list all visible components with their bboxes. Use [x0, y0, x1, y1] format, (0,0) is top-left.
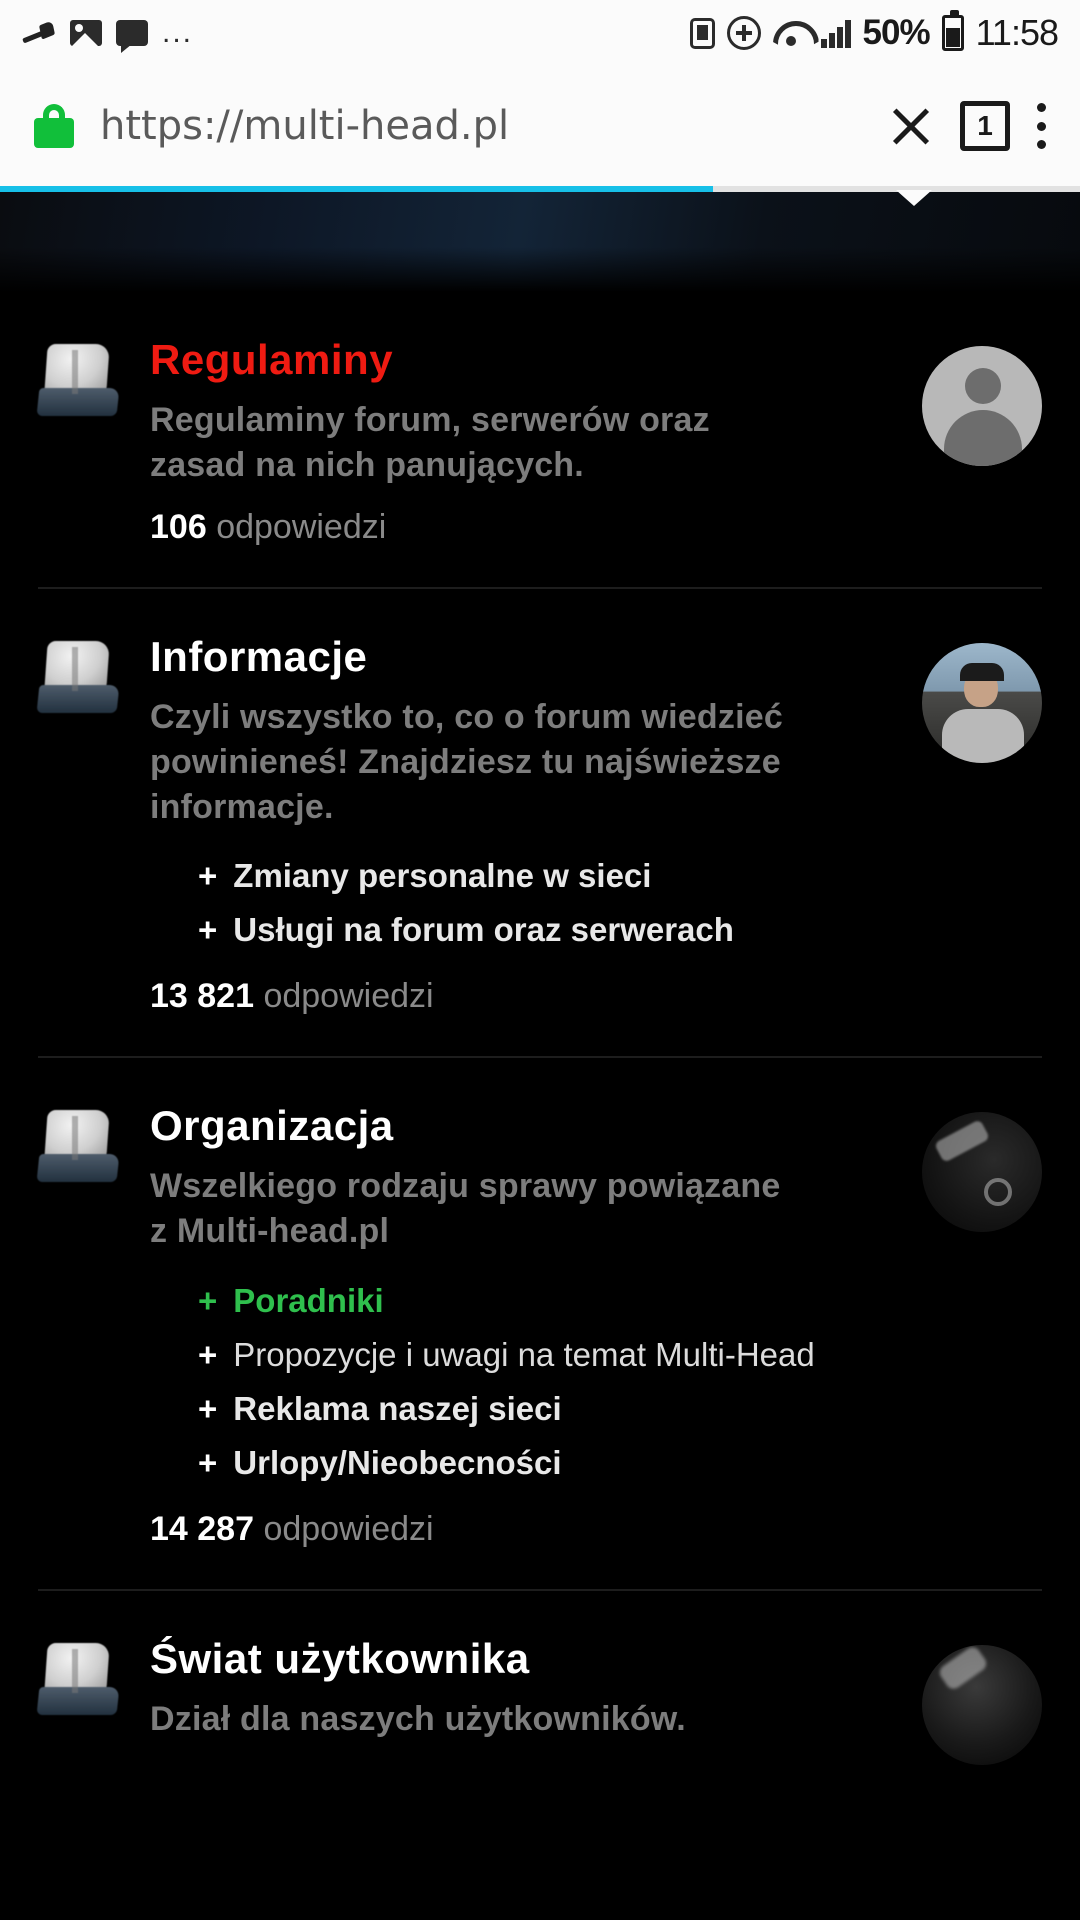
plus-icon: + — [198, 1390, 218, 1428]
forum-replies — [150, 977, 902, 1056]
battery-saver-icon — [690, 18, 715, 49]
subforum-item[interactable] — [198, 903, 902, 957]
forum-row[interactable] — [38, 1589, 1042, 1765]
status-overflow-label: ... — [162, 16, 194, 49]
forum-title[interactable]: Regulaminy — [150, 336, 394, 383]
subforum-item[interactable] — [198, 1274, 902, 1328]
subforum-label: Zmiany personalne w sieci — [233, 857, 652, 895]
forum-description: Wszelkiego rodzaju sprawy powiązane z Multi-head.pl — [150, 1167, 781, 1251]
subforum-item[interactable] — [198, 849, 902, 903]
forum-status-icon — [38, 1102, 150, 1589]
forum-row[interactable] — [38, 587, 1042, 1057]
subforum-item[interactable] — [198, 1382, 902, 1436]
book-icon — [38, 641, 122, 715]
book-icon — [38, 1110, 122, 1184]
tab-switcher-button[interactable]: 1 — [960, 101, 1010, 151]
plus-icon: + — [198, 1444, 218, 1482]
forum-title[interactable]: Organizacja — [150, 1102, 394, 1150]
pin-icon — [22, 20, 56, 46]
battery-icon — [942, 15, 964, 51]
browser-toolbar — [0, 66, 1080, 186]
forum-title[interactable]: Informacje — [150, 632, 368, 680]
avatar[interactable] — [922, 643, 1042, 763]
scroll-indicator — [896, 190, 932, 206]
page-hero-banner — [0, 192, 1080, 292]
kebab-menu-icon[interactable] — [1036, 103, 1046, 149]
forum-replies-count: 106 — [150, 507, 207, 546]
avatar[interactable] — [922, 1645, 1042, 1765]
forum-replies-label: odpowiedzi — [263, 977, 434, 1016]
status-bar-right — [690, 12, 1058, 54]
subforum-label: Propozycje i uwagi na temat Multi-Head — [233, 1336, 815, 1374]
forum-row-body — [150, 336, 922, 587]
book-icon — [38, 344, 122, 418]
subforum-label: Poradniki — [233, 1282, 384, 1320]
forum-replies — [150, 508, 902, 587]
battery-percent-label: 50% — [862, 13, 930, 52]
subforum-label: Urlopy/Nieobecności — [233, 1444, 562, 1482]
forum-status-icon — [38, 633, 150, 1057]
status-bar — [0, 0, 1080, 66]
stop-loading-icon[interactable] — [888, 103, 934, 149]
forum-description: Regulaminy forum, serwerów oraz zasad na nich panujących. — [150, 401, 710, 484]
forum-row-body — [150, 1635, 922, 1765]
wifi-icon — [773, 19, 809, 47]
avatar[interactable] — [922, 1112, 1042, 1232]
chat-icon — [116, 20, 148, 46]
forum-replies-count: 14 287 — [150, 1510, 254, 1549]
forum-description: Dział dla naszych użytkowników. — [150, 1700, 686, 1739]
lock-icon — [34, 104, 74, 148]
forum-row[interactable] — [38, 1056, 1042, 1589]
subforum-item[interactable] — [198, 1436, 902, 1490]
photo-icon — [70, 20, 102, 46]
forum-title[interactable]: Świat użytkownika — [150, 1635, 530, 1683]
status-bar-left — [22, 16, 194, 49]
clock-label: 11:58 — [975, 12, 1058, 53]
subforum-list — [198, 1274, 902, 1490]
signal-icon — [821, 18, 851, 48]
forum-status-icon — [38, 336, 150, 587]
plus-icon: + — [198, 857, 218, 895]
forum-description: Czyli wszystko to, co o forum wiedzieć powinieneś! Znajdziesz tu najświeższe informacje. — [150, 697, 783, 826]
subforum-label: Reklama naszej sieci — [233, 1390, 562, 1428]
forum-replies-label: odpowiedzi — [216, 507, 387, 546]
forum-replies-count: 13 821 — [150, 977, 254, 1016]
forum-row-body — [150, 633, 922, 1057]
web-page-content — [0, 192, 1080, 1920]
url-bar[interactable]: https://multi-head.pl — [100, 103, 510, 149]
forum-replies-label: odpowiedzi — [263, 1510, 434, 1549]
avatar[interactable] — [922, 346, 1042, 466]
subforum-list — [198, 849, 902, 957]
forum-category-list — [0, 292, 1080, 1765]
plus-icon: + — [198, 1336, 218, 1374]
forum-replies — [150, 1510, 902, 1589]
subforum-label: Usługi na forum oraz serwerach — [233, 911, 734, 949]
subforum-item[interactable] — [198, 1328, 902, 1382]
forum-status-icon — [38, 1635, 150, 1765]
book-icon — [38, 1643, 122, 1717]
forum-row-body — [150, 1102, 922, 1589]
plus-icon: + — [198, 1282, 218, 1320]
plus-icon: + — [198, 911, 218, 949]
sync-icon — [727, 16, 761, 50]
forum-row[interactable] — [38, 292, 1042, 587]
